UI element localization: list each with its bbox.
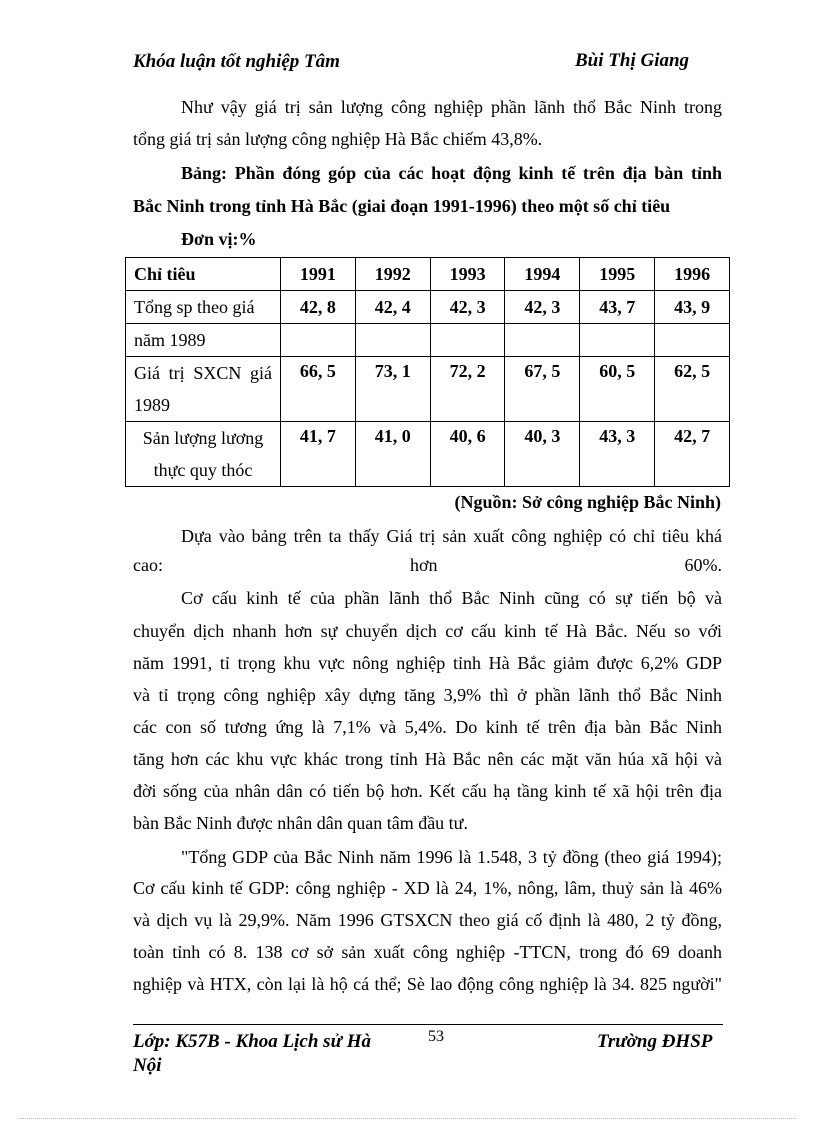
table-cell: 41, 7 bbox=[281, 422, 356, 487]
table-cell: 42, 7 bbox=[655, 422, 730, 487]
table-cell: 42, 8 bbox=[281, 291, 356, 324]
intro-line-2: tổng giá trị sản lượng công nghiệp Hà Bắc chiếm 43,8%. bbox=[133, 129, 543, 149]
header-cell: 1991 bbox=[281, 258, 356, 291]
table-row bbox=[126, 357, 730, 422]
table-cell bbox=[505, 324, 580, 357]
header-cell: 1995 bbox=[580, 258, 655, 291]
row-label-line: Giá trị SXCN giá bbox=[134, 363, 272, 383]
table-cell: 73, 1 bbox=[355, 357, 430, 422]
header-cell: Chỉ tiêu bbox=[126, 258, 281, 291]
table-source: (Nguồn: Sở công nghiệp Bắc Ninh) bbox=[454, 492, 721, 512]
footer-divider bbox=[133, 1024, 723, 1025]
header-right: Bùi Thị Giang bbox=[575, 50, 690, 71]
table-row bbox=[126, 291, 730, 324]
table-cell: 41, 0 bbox=[355, 422, 430, 487]
table-cell: 40, 3 bbox=[505, 422, 580, 487]
table-cell: 60, 5 bbox=[580, 357, 655, 422]
page-edge bbox=[20, 1118, 796, 1119]
table-cell bbox=[430, 324, 505, 357]
para3-line: nghiệp và HTX, còn lại là hộ cá thể; Sè lao động công nghiệp là 34. 825 người" bbox=[133, 974, 722, 994]
row-label-line: thực quy thóc bbox=[153, 460, 253, 480]
table-cell: 43, 7 bbox=[580, 291, 655, 324]
table-cell: 62, 5 bbox=[655, 357, 730, 422]
table-cell: 67, 5 bbox=[505, 357, 580, 422]
table-cell: 43, 9 bbox=[655, 291, 730, 324]
para2-line: Cơ cấu kinh tế của phần lãnh thổ Bắc Ninh cũng có sự tiến bộ và bbox=[181, 588, 722, 608]
header-cell: 1992 bbox=[355, 258, 430, 291]
row-label-line: 1989 bbox=[134, 395, 170, 415]
header-cell: 1994 bbox=[505, 258, 580, 291]
table-cell: 42, 3 bbox=[505, 291, 580, 324]
table-cell bbox=[355, 324, 430, 357]
table-cell bbox=[281, 324, 356, 357]
table-row bbox=[126, 422, 730, 487]
table-cell bbox=[655, 324, 730, 357]
data-table bbox=[125, 257, 730, 487]
header-cell: 1996 bbox=[655, 258, 730, 291]
para2-line: bàn Bắc Ninh được nhân dân quan tâm đầu tư. bbox=[133, 813, 468, 833]
table-title-line-1: Bảng: Phần đóng góp của các hoạt động kinh tế trên địa bàn tỉnh bbox=[181, 163, 722, 183]
row-label: năm 1989 bbox=[126, 324, 281, 357]
row-label: Tổng sp theo giá bbox=[126, 291, 281, 324]
para3-line: Cơ cấu kinh tế GDP: công nghiệp - XD là 24, 1%, nông, lâm, thuỷ sản là 46% bbox=[133, 878, 722, 898]
footer-right: Trường ĐHSP bbox=[597, 1031, 713, 1052]
table-cell: 72, 2 bbox=[430, 357, 505, 422]
table-cell: 42, 3 bbox=[430, 291, 505, 324]
table-cell: 42, 4 bbox=[355, 291, 430, 324]
page-number: 53 bbox=[428, 1028, 444, 1045]
header-cell: 1993 bbox=[430, 258, 505, 291]
para3-line: toàn tỉnh có 8. 138 cơ sở sản xuất công nghiệp -TTCN, trong đó 69 doanh bbox=[133, 942, 722, 962]
table-title-line-2: Bắc Ninh trong tỉnh Hà Bắc (giai đoạn 1991-1996) theo một số chỉ tiêu bbox=[133, 196, 671, 216]
header-left: Khóa luận tốt nghiệp Tâm bbox=[133, 51, 340, 72]
intro-line-1: Như vậy giá trị sản lượng công nghiệp phần lãnh thổ Bắc Ninh trong bbox=[181, 97, 722, 117]
table-cell: 66, 5 bbox=[281, 357, 356, 422]
row-label bbox=[126, 357, 281, 422]
row-label bbox=[126, 422, 281, 487]
para2-line: và tỉ trọng công nghiệp xây dựng tăng 3,9% thì ở phần lãnh thổ Bắc Ninh bbox=[133, 685, 722, 705]
row-label-line: Sản lượng lương bbox=[142, 428, 264, 448]
para2-line: chuyển dịch nhanh hơn sự chuyển dịch cơ cấu kinh tế Hà Bắc. Nếu so với bbox=[133, 621, 722, 641]
para1-line-1: Dựa vào bảng trên ta thấy Giá trị sản xuất công nghiệp có chỉ tiêu khá bbox=[181, 526, 722, 546]
footer-left: Lớp: K57B - Khoa Lịch sử Hà Nội bbox=[133, 1031, 371, 1076]
table-cell: 43, 3 bbox=[580, 422, 655, 487]
para2-line: các con số tương ứng là 7,1% và 5,4%. Do kinh tế trên địa bàn Bắc Ninh bbox=[133, 717, 722, 737]
para2-line: đời sống của nhân dân có tiến bộ hơn. Kết cấu hạ tầng kinh tế xã hội trên địa bbox=[133, 781, 722, 801]
para3-line: và dịch vụ là 29,9%. Năm 1996 GTSXCN theo giá cố định là 480, 2 tỷ đồng, bbox=[133, 910, 722, 930]
para1-line-2: cao: hơn 60%. bbox=[133, 555, 722, 575]
para2-line: năm 1991, tỉ trọng khu vực nông nghiệp tỉnh Hà Bắc giảm được 6,2% GDP bbox=[133, 653, 722, 673]
para2-line: tăng hơn các khu vực khác trong tỉnh Hà Bắc nên các mặt văn húa xã hội và bbox=[133, 749, 722, 769]
table-header-row bbox=[126, 258, 730, 291]
para3-line: "Tổng GDP của Bắc Ninh năm 1996 là 1.548, 3 tỷ đồng (theo giá 1994); bbox=[181, 847, 722, 867]
table-cell: 40, 6 bbox=[430, 422, 505, 487]
table-unit: Đơn vị:% bbox=[181, 229, 257, 249]
table-row bbox=[126, 324, 730, 357]
table-cell bbox=[580, 324, 655, 357]
